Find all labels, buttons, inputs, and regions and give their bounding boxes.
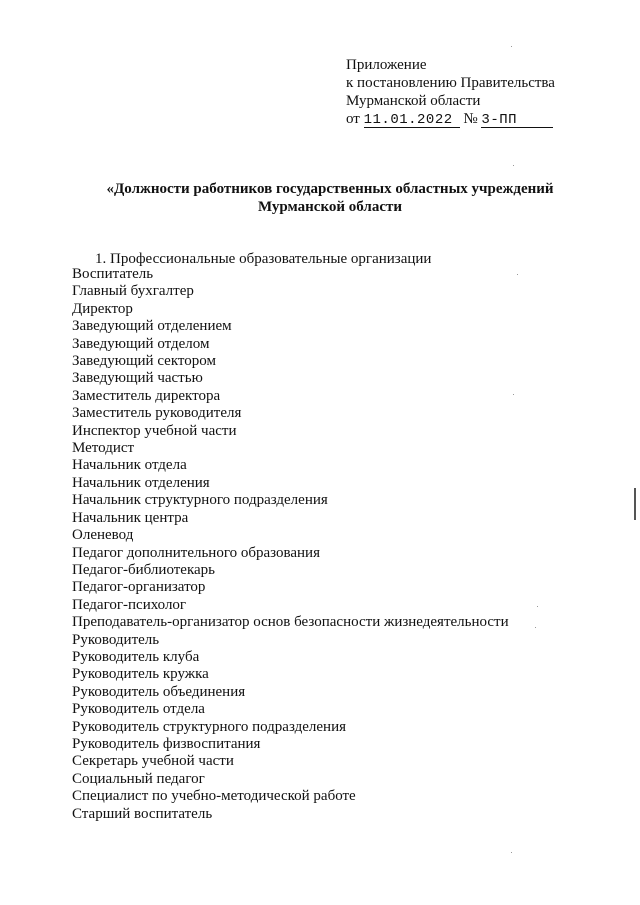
position-item: Социальный педагог — [72, 770, 205, 787]
position-item: Старший воспитатель — [72, 805, 213, 822]
position-item: Начальник центра — [72, 509, 189, 526]
document-title — [60, 180, 600, 216]
position-item: Начальник структурного подразделения — [72, 492, 328, 509]
date-value: 11.01.2022 — [364, 113, 460, 128]
number-prefix: № — [463, 111, 478, 127]
position-item: Заведующий отделом — [72, 335, 210, 352]
appendix-resolution-line: к постановлению Правительства — [346, 75, 555, 91]
scan-speck — [537, 606, 538, 607]
position-item: Заведующий сектором — [72, 353, 216, 370]
appendix-label: Приложение — [346, 57, 427, 73]
position-item: Главный бухгалтер — [72, 283, 194, 300]
position-item: Руководитель клуба — [72, 648, 200, 665]
position-item: Руководитель объединения — [72, 683, 246, 700]
positions-list — [72, 266, 509, 823]
position-item: Начальник отделения — [72, 474, 210, 491]
position-item: Методист — [72, 440, 135, 457]
position-item: Руководитель физвоспитания — [72, 735, 261, 752]
position-item: Педагог-библиотекарь — [72, 561, 216, 578]
position-item: Руководитель — [72, 631, 160, 648]
scan-edge-mark — [634, 488, 636, 520]
section-heading: 1. Профессиональные образовательные организации — [95, 251, 432, 267]
number-value: 3-ПП — [481, 113, 553, 128]
appendix-date-number-line — [346, 110, 555, 128]
position-item: Руководитель отдела — [72, 701, 205, 718]
position-item: Секретарь учебной части — [72, 753, 234, 770]
scan-speck — [511, 852, 512, 853]
position-item: Инспектор учебной части — [72, 422, 237, 439]
position-item: Педагог дополнительного образования — [72, 544, 320, 561]
appendix-block — [346, 56, 555, 128]
scan-speck — [513, 165, 514, 166]
position-item: Специалист по учебно-методической работе — [72, 788, 356, 805]
title-line-2: Мурманской области — [257, 199, 403, 215]
position-item: Воспитатель — [72, 266, 154, 282]
position-item: Преподаватель-организатор основ безопасности жизнедеятельности — [72, 614, 509, 631]
position-item: Оленевод — [72, 527, 134, 544]
appendix-region-line: Мурманской области — [346, 93, 481, 109]
position-item: Педагог-психолог — [72, 596, 187, 613]
position-item: Заместитель руководителя — [72, 405, 242, 422]
scan-speck — [517, 274, 518, 275]
title-line-1: «Должности работников государственных областных учреждений — [106, 181, 554, 197]
position-item: Заместитель директора — [72, 387, 221, 404]
date-prefix: от — [346, 111, 360, 127]
position-item: Руководитель кружка — [72, 666, 209, 683]
scan-speck — [535, 627, 536, 628]
position-item: Руководитель структурного подразделения — [72, 718, 346, 735]
position-item: Педагог-организатор — [72, 579, 206, 596]
scan-speck — [513, 394, 514, 395]
scan-speck — [511, 46, 512, 47]
position-item: Заведующий отделением — [72, 318, 232, 335]
position-item: Директор — [72, 300, 133, 317]
position-item: Заведующий частью — [72, 370, 203, 387]
position-item: Начальник отдела — [72, 457, 187, 474]
